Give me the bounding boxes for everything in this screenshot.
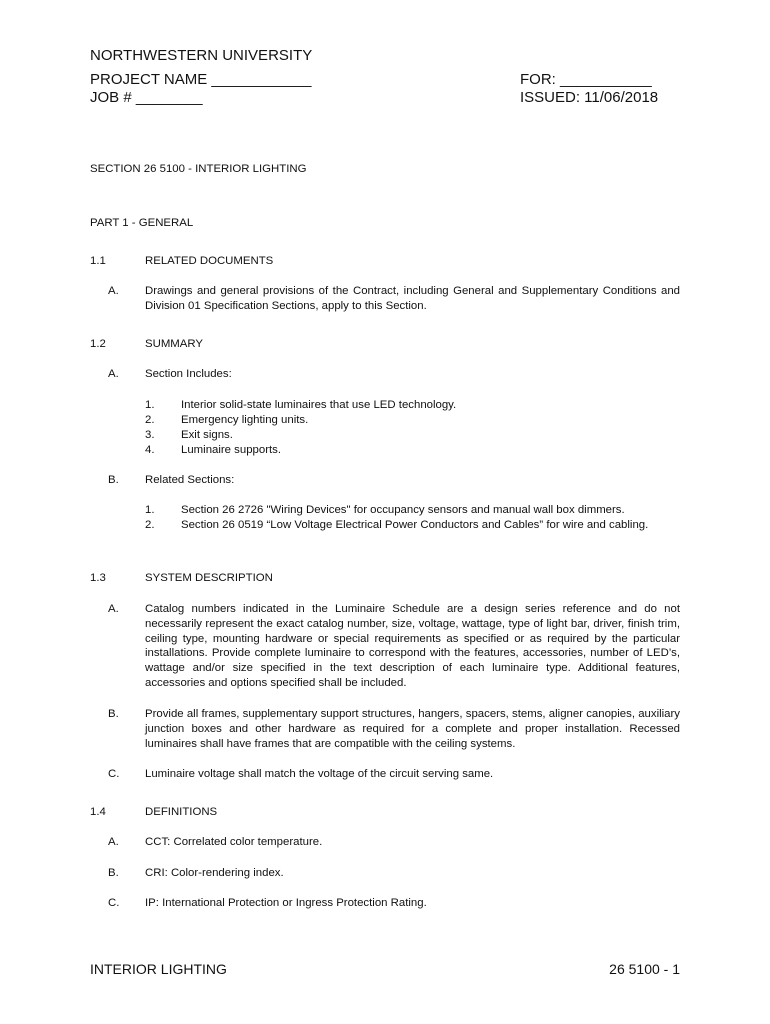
list-item-text: Section 26 2726 "Wiring Devices" for occupancy sensors and manual wall box dimmers. [181,504,625,516]
paragraph-text: Luminaire voltage shall match the voltage of the circuit serving same. [145,768,494,780]
paragraph-label: A. [108,603,119,615]
paragraph-label: A. [108,285,119,297]
paragraph-text: CRI: Color-rendering index. [145,867,284,879]
article-title: DEFINITIONS [145,806,218,818]
paragraph-text: IP: International Protection or Ingress Protection Rating. [145,897,427,909]
paragraph-text: Related Sections: [145,474,235,486]
paragraph-text: CCT: Correlated color temperature. [145,836,323,848]
list-item-number: 2. [145,414,155,426]
paragraph-text: Section Includes: [145,368,232,380]
list-item-number: 1. [145,504,155,516]
list-item-number: 1. [145,399,155,411]
list-item-text: Luminaire supports. [181,444,282,456]
article-title: SYSTEM DESCRIPTION [145,572,273,584]
list-item-number: 2. [145,519,155,531]
article-title: RELATED DOCUMENTS [145,255,274,267]
list-item-number: 4. [145,444,155,456]
article-number: 1.3 [90,572,106,584]
paragraph-text: Catalog numbers indicated in the Luminaire Schedule are a design series reference and do not necessarily represent the exact catalog number, size, voltage, wattage, type of light bar, driver, finish trim, ceiling type, mounting hardware or special requirements as specified or as required by the particular installations. Provide complete luminaire to correspond with the features, accessories, number of LED’s, wattage and/or size specified in the text description of each luminaire type. Additional features, accessories and options specified shall be included. [145,603,680,689]
list-item-text: Interior solid-state luminaires that use LED technology. [181,399,457,411]
footer-page-number: 26 5100 - 1 [609,961,680,977]
paragraph-text: Drawings and general provisions of the Contract, including General and Supplementary Conditions and Division 01 Specification Sections, apply to this Section. [145,285,680,312]
paragraph-label: B. [108,708,119,720]
job-number-field: JOB # ________ [90,89,203,106]
issued-date: ISSUED: 11/06/2018 [520,89,659,106]
part-title: PART 1 - GENERAL [90,217,194,229]
paragraph-label: C. [108,768,120,780]
footer-section-name: INTERIOR LIGHTING [90,961,227,977]
list-item-number: 3. [145,429,155,441]
list-item-text: Exit signs. [181,429,233,441]
list-item-text: Emergency lighting units. [181,414,309,426]
paragraph-label: B. [108,867,119,879]
paragraph-label: A. [108,368,119,380]
project-name-field: PROJECT NAME ____________ [90,71,312,88]
university-name: NORTHWESTERN UNIVERSITY [90,47,313,64]
article-number: 1.1 [90,255,106,267]
paragraph-label: B. [108,474,119,486]
paragraph-text: Provide all frames, supplementary support structures, hangers, spacers, stems, aligner canopies, auxiliary junction boxes and other hardware as required for a complete and proper installation. Recessed luminaires shall have frames that are compatible with the ceiling systems. [145,708,680,750]
article-number: 1.4 [90,806,106,818]
article-number: 1.2 [90,338,106,350]
section-title: SECTION 26 5100 - INTERIOR LIGHTING [90,163,307,175]
paragraph-label: A. [108,836,119,848]
for-field: FOR: ___________ [520,71,652,88]
list-item-text: Section 26 0519 “Low Voltage Electrical Power Conductors and Cables” for wire and cabling. [181,519,649,531]
paragraph-label: C. [108,897,120,909]
article-title: SUMMARY [145,338,204,350]
